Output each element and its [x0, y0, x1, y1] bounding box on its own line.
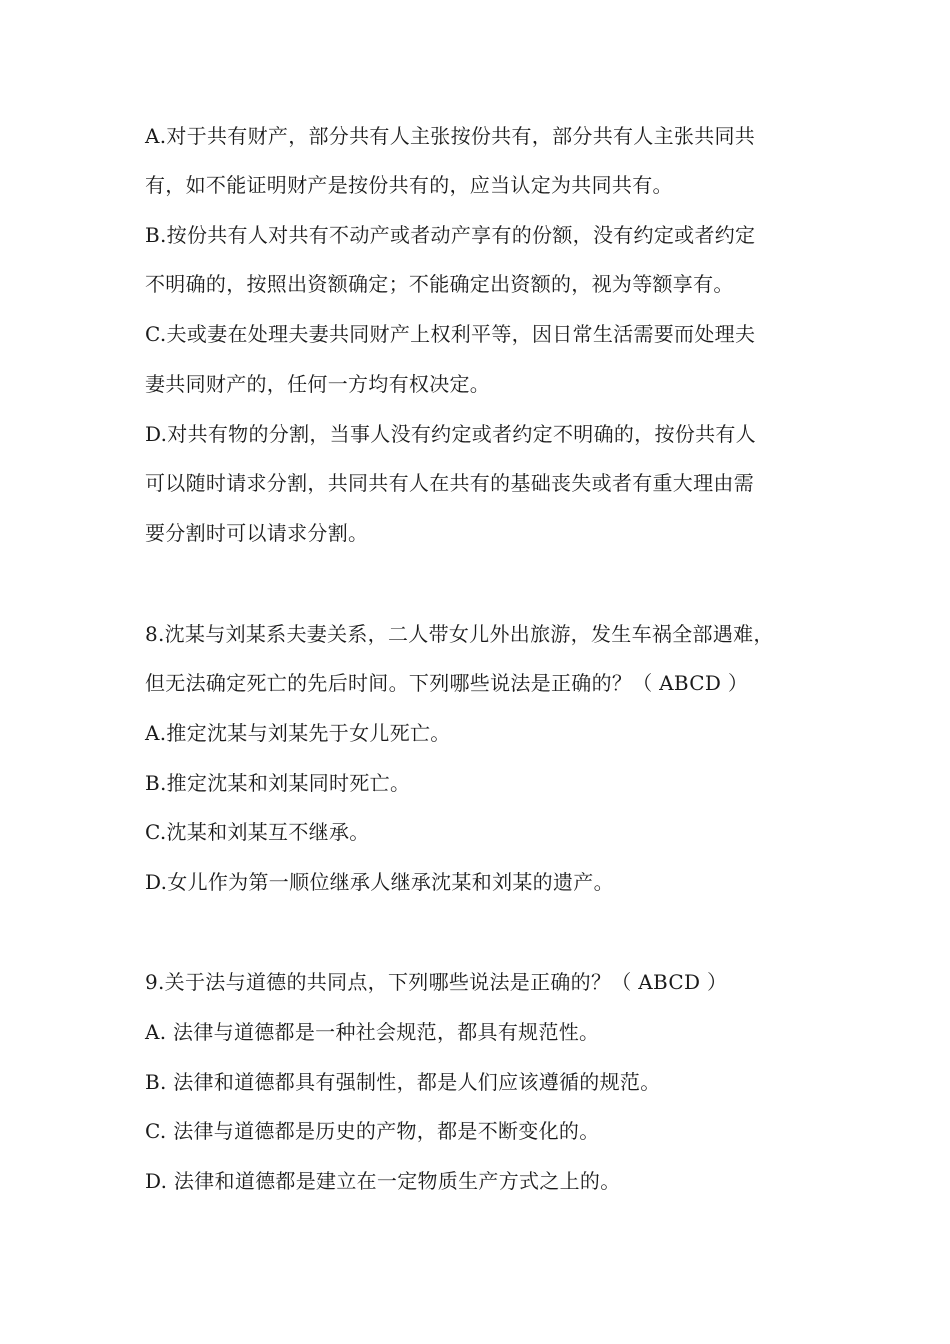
- q9-option-c: C. 法律与道德都是历史的产物，都是不断变化的。: [145, 1119, 600, 1143]
- q9-option-d: D. 法律和道德都是建立在一定物质生产方式之上的。: [145, 1169, 621, 1193]
- q8-option-c: C.沈某和刘某互不继承。: [145, 820, 370, 844]
- q7-option-d-line-3: 要分割时可以请求分割。: [145, 521, 369, 545]
- q7-option-a-line-1: A.对于共有财产，部分共有人主张按份共有，部分共有人主张共同共: [145, 124, 756, 148]
- q9-option-a: A. 法律与道德都是一种社会规范，都具有规范性。: [145, 1020, 600, 1044]
- q7-option-d-line-2: 可以随时请求分割，共同共有人在共有的基础丧失或者有重大理由需: [145, 471, 754, 495]
- q7-option-b-line-1: B.按份共有人对共有不动产或者动产享有的份额，没有约定或者约定: [145, 223, 756, 247]
- q8-option-a: A.推定沈某与刘某先于女儿死亡。: [145, 721, 451, 745]
- q8-stem-line-2: 但无法确定死亡的先后时间。下列哪些说法是正确的？（ ABCD ）: [145, 671, 749, 695]
- q8-option-b: B.推定沈某和刘某同时死亡。: [145, 771, 411, 795]
- q8-stem-line-1: 8.沈某与刘某系夫妻关系，二人带女儿外出旅游，发生车祸全部遇难，: [145, 622, 774, 646]
- q7-option-b-line-2: 不明确的，按照出资额确定；不能确定出资额的，视为等额享有。: [145, 272, 734, 296]
- q7-option-c-line-2: 妻共同财产的，任何一方均有权决定。: [145, 372, 491, 396]
- q9-option-b: B. 法律和道德都具有强制性，都是人们应该遵循的规范。: [145, 1070, 661, 1094]
- q8-option-d: D.女儿作为第一顺位继承人继承沈某和刘某的遗产。: [145, 870, 614, 894]
- q7-option-c-line-1: C.夫或妻在处理夫妻共同财产上权利平等，因日常生活需要而处理夫: [145, 322, 756, 346]
- q9-stem: 9.关于法与道德的共同点，下列哪些说法是正确的？（ ABCD ）: [145, 970, 728, 994]
- q7-option-d-line-1: D.对共有物的分割，当事人没有约定或者约定不明确的，按份共有人: [145, 422, 756, 446]
- q7-option-a-line-2: 有，如不能证明财产是按份共有的，应当认定为共同共有。: [145, 173, 673, 197]
